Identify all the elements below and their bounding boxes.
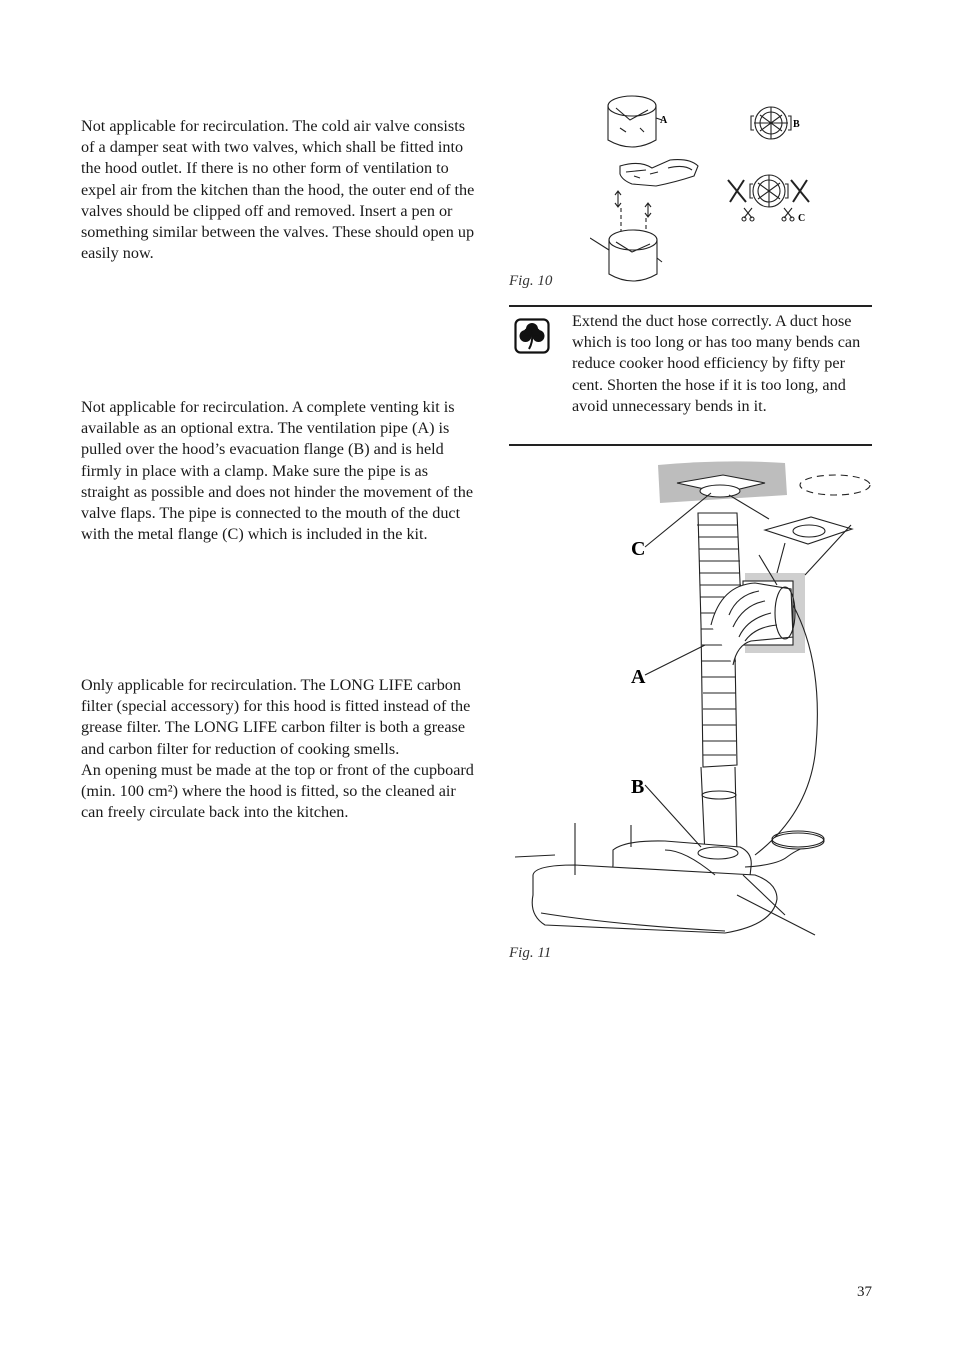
page-number: 37 bbox=[857, 1284, 872, 1300]
body-paragraph: An opening must be made at the top or front of the cupboard (min. 100 cm²) where the hood is fitted, so the cleaned air can freely circulate back into the kitchen. bbox=[81, 760, 474, 822]
cold-air-valve-illustration bbox=[590, 88, 830, 288]
label-a: A bbox=[660, 115, 668, 126]
label-c: C bbox=[631, 538, 646, 560]
label-b: B bbox=[793, 119, 800, 130]
environment-leaf-icon bbox=[514, 318, 550, 354]
venting-kit-section bbox=[81, 397, 476, 545]
venting-kit-illustration bbox=[515, 455, 885, 945]
figure-caption: Fig. 11 bbox=[509, 945, 552, 961]
note-text: Extend the duct hose correctly. A duct hose which is too long or has too many bends can reduce cooker hood efficiency by fifty per cent. Shorten the hose if it is too long, and avoid unnecessary bends in it. bbox=[572, 312, 861, 415]
carbon-filter-section bbox=[81, 675, 476, 823]
label-c: C bbox=[798, 213, 806, 224]
environment-note bbox=[509, 305, 872, 446]
body-paragraph: Not applicable for recirculation. The cold air valve consists of a damper seat with two valves, which shall be fitted into the hood outlet. If there is no other form of ventilation to expel air from the kitchen than the hood, the outer end of the valves should be clipped off and removed. Insert a pen or something similar between the valves. These should open up easily now. bbox=[81, 117, 475, 263]
figure-caption: Fig. 10 bbox=[509, 273, 553, 289]
cold-air-valve-section bbox=[81, 116, 476, 264]
body-paragraph: Only applicable for recirculation. The LONG LIFE carbon filter (special accessory) for this hood is fitted instead of the grease filter. The LONG LIFE carbon filter is both a grease and carbon filter for reduction of cooking smells. bbox=[81, 676, 471, 758]
body-paragraph: Not applicable for recirculation. A complete venting kit is available as an optional extra. The ventilation pipe (A) is pulled over the hood’s evacuation flange (B) and is held firmly in place with a clamp. Make sure the pipe is as straight as possible and does not hinder the movement of the valve flaps. The pipe is connected to the mouth of the duct with the metal flange (C) which is included in the kit. bbox=[81, 398, 474, 544]
label-b: B bbox=[631, 776, 645, 798]
label-a: A bbox=[631, 666, 646, 688]
